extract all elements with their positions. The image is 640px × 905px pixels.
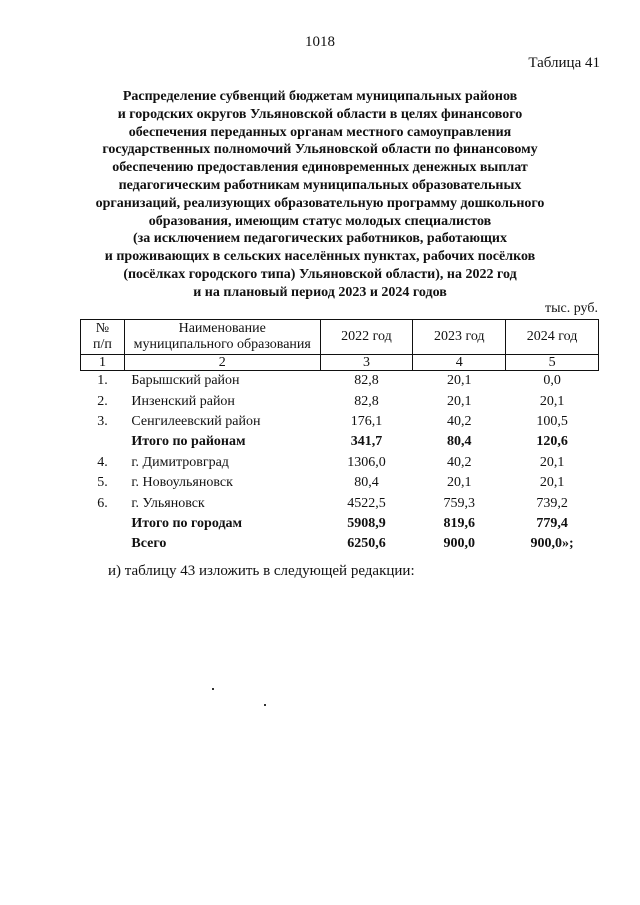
table-row [81, 391, 599, 411]
row-number: 4. [97, 454, 108, 470]
row-name: Сенгилеевский район [131, 413, 261, 429]
title-line: (за исключением педагогических работников, работающих [133, 231, 507, 247]
value-2022: 6250,6 [347, 536, 386, 552]
value-2023: 900,0 [443, 536, 475, 552]
instruction-text: и) таблицу 43 изложить в следующей редакции: [108, 563, 415, 579]
scan-speck [212, 688, 214, 690]
value-2022: 1306,0 [347, 454, 386, 470]
value-2024: 739,2 [536, 495, 568, 511]
title-line: педагогическим работникам муниципальных образовательных [118, 177, 522, 193]
table-row [81, 453, 599, 473]
table-row [81, 473, 599, 493]
value-2023: 819,6 [443, 515, 475, 531]
row-name: Итого по городам [131, 515, 243, 531]
value-2023: 20,1 [447, 393, 472, 409]
header-number [81, 320, 125, 355]
table-total-row [81, 514, 599, 534]
row-name: Барышский район [131, 373, 240, 389]
row-name: Инзенский район [131, 393, 235, 409]
value-2024: 100,5 [536, 413, 568, 429]
value-2023: 40,2 [447, 454, 472, 470]
value-2022: 5908,9 [347, 515, 386, 531]
row-number [81, 534, 125, 554]
column-number-row [81, 355, 599, 371]
header-2023: 2023 год [413, 320, 506, 355]
page-number: 1018 [305, 34, 335, 50]
title-line: и городских округов Ульяновской области в целях финансового [117, 106, 523, 122]
column-number: 1 [81, 355, 125, 371]
value-2024: 20,1 [539, 454, 565, 470]
value-2022: 82,8 [354, 373, 379, 389]
value-2024: 900,0»; [530, 536, 574, 552]
value-2022: 341,7 [350, 434, 383, 450]
table-total-row [81, 432, 599, 452]
column-number: 2 [124, 355, 320, 371]
value-2024: 779,4 [536, 515, 568, 531]
title-line: Распределение субвенций бюджетам муниципальных районов [122, 89, 518, 104]
table-row [81, 493, 599, 513]
row-number: 5. [97, 475, 108, 491]
value-2023: 80,4 [447, 434, 472, 450]
column-number: 4 [413, 355, 506, 371]
table-label: Таблица 41 [528, 55, 600, 71]
value-2023: 759,3 [443, 495, 475, 511]
table-header-row [81, 320, 599, 355]
header-number-line1: № [95, 321, 110, 336]
header-2024: 2024 год [506, 320, 599, 355]
value-2022: 80,4 [354, 475, 379, 491]
header-2022: 2022 год [320, 320, 413, 355]
unit-label: тыс. руб. [545, 301, 598, 316]
value-2023: 40,2 [447, 413, 472, 429]
table-total-row [81, 534, 599, 554]
document-title [70, 88, 570, 302]
row-number: 6. [97, 495, 108, 511]
title-line: образования, имеющим статус молодых специалистов [148, 213, 492, 229]
title-line: организаций, реализующих образовательную программу дошкольного [95, 195, 545, 211]
value-2023: 20,1 [447, 475, 472, 491]
header-name [124, 320, 320, 355]
scan-speck [264, 704, 266, 706]
title-line: обеспечения переданных органам местного самоуправления [128, 124, 512, 140]
row-number [81, 432, 125, 452]
row-name: г. Ульяновск [131, 495, 205, 511]
table-row [81, 371, 599, 392]
value-2024: 120,6 [536, 434, 568, 450]
title-line: обеспечению предоставления единовременных денежных выплат [112, 160, 528, 176]
value-2023: 20,1 [447, 373, 472, 389]
title-line: и на плановый период 2023 и 2024 годов [193, 284, 447, 300]
value-2022: 4522,5 [347, 495, 386, 511]
table-row [81, 412, 599, 432]
row-name: Итого по районам [131, 434, 246, 450]
column-number: 5 [506, 355, 599, 371]
value-2022: 82,8 [354, 393, 379, 409]
header-name-line2: муниципального образования [133, 337, 311, 352]
value-2024: 0,0 [543, 373, 561, 389]
value-2024: 20,1 [539, 393, 565, 409]
column-number: 3 [320, 355, 413, 371]
row-name: г. Димитровград [131, 454, 229, 470]
row-name: г. Новоульяновск [131, 475, 233, 491]
row-number [81, 514, 125, 534]
header-name-line1: Наименование [178, 321, 266, 336]
title-line: (посёлках городского типа) Ульяновской области), на 2022 год [123, 266, 517, 282]
row-number: 3. [97, 413, 108, 429]
row-number: 2. [97, 393, 108, 409]
title-line: и проживающих в сельских населённых пунктах, рабочих посёлков [104, 249, 536, 265]
row-name: Всего [131, 536, 167, 552]
value-2022: 176,1 [350, 413, 383, 429]
table-body [81, 371, 599, 555]
value-2024: 20,1 [539, 475, 565, 491]
row-number: 1. [97, 373, 108, 389]
title-line: государственных полномочий Ульяновской области по финансовому [102, 142, 538, 158]
subvention-table [80, 319, 599, 555]
header-number-line2: п/п [93, 337, 112, 352]
